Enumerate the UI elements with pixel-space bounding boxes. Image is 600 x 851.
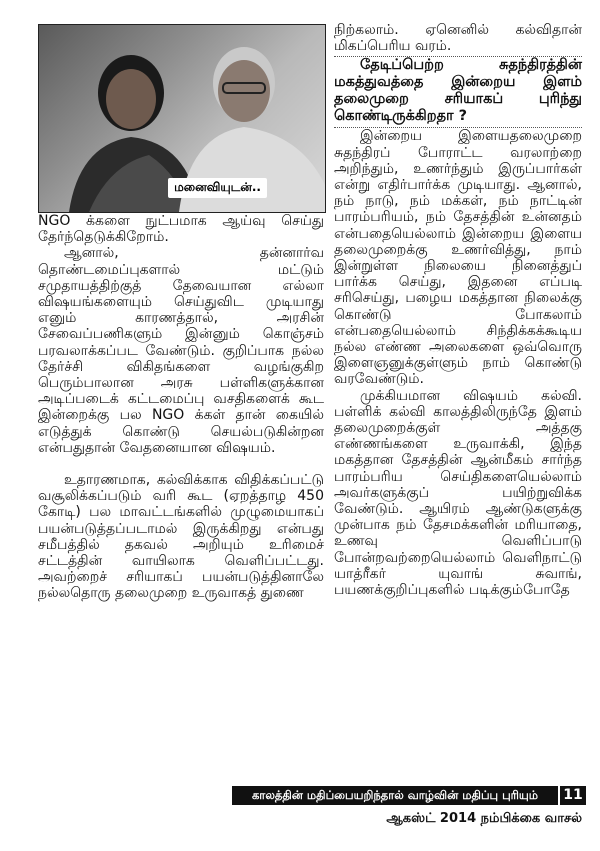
left-paragraph-3: உதாரணமாக, கல்விக்காக விதிக்கப்பட்டு வசூலிக்கப்படும் வரி கூட (ஏறத்தாழ 450 கோடி) பல மாவட்டங்களில் முழுமையாகப் பயன்படுத்தப்படாமல் இருக்கிறது என்பது சமீபத்தில் தகவல் அறியும் உரிமைச் சட்டத்தின் வாயிலாக வெளிப்பட்டது. அவற்றைச் சரியாகப் பயன்படுத்தினாலே நல்லதொரு தலைமுறை உருவாகத் துணை	[38, 472, 324, 602]
footer-tagline: காலத்தின் மதிப்பையறிந்தால் வாழ்வின் மதிப்பு புரியும்	[232, 786, 558, 805]
couple-photo	[38, 24, 326, 213]
right-paragraph-1: இன்றைய இளையதலைமுறை சுதந்திரப் போராட்ட வரலாற்றை அறிந்தும், உணர்ந்தும் இருப்பார்கள் என்று எதிர்பார்க்க முடியாது. ஆனால், நம் நாடு, நம் மக்கள், நம் நாட்டின் பாரம்பரியம், நம் தேசத்தின் உன்னதம் என்பதையெல்லாம் இன்றைய இளைய தலைமுறைக்கு உணர்வித்து, நாம் இன்றுள்ள நிலையை நினைத்துப் பார்க்க செய்து, இதனை எப்படி சரிசெய்து, பழைய மகத்தான நிலைக்கு கொண்டு போகலாம் என்பதையெல்லாம் சிந்திக்கக்கூடிய நல்ல எண்ண அலைகளை ஒவ்வொரு இளைஞனுக்குள்ளும் நாம் கொண்டு வரவேண்டும்.	[334, 128, 582, 388]
photo-caption: மனைவியுடன்..	[168, 178, 267, 198]
right-lead-text: நிற்கலாம். ஏனெனில் கல்விதான் மிகப்பெரிய வரம்.	[334, 22, 582, 55]
section-headline: தேடிப்பெற்ற சுதந்திரத்தின் மகத்துவத்தை இன்றைய இளம் தலைமுறை சரியாகப் புரிந்து கொண்டிருக்கிறதா ?	[334, 57, 582, 125]
left-column	[38, 213, 324, 602]
issue-line: ஆகஸ்ட் 2014 நம்பிக்கை வாசல்	[386, 811, 582, 826]
right-paragraph-2: முக்கியமான விஷயம் கல்வி. பள்ளிக் கல்வி காலத்திலிருந்தே இளம் தலைமுறைக்குள் அத்தகு எண்ணங்களை உருவாக்கி, இந்த மகத்தான தேசத்தின் ஆன்மீகம் சார்ந்த பாரம்பரிய செய்திகளையெல்லாம் அவர்களுக்குப் பயிற்றுவிக்க வேண்டும். ஆயிரம் ஆண்டுகளுக்கு முன்பாக நம் தேசமக்களின் மரியாதை, உணவு வெளிப்பாடு போன்றவற்றையெல்லாம் வெளிநாட்டு யாத்ரீகர் யுவாங் சுவாங், பயணக்குறிப்புகளில் படிக்கும்போதே	[334, 387, 582, 599]
left-paragraph-2: ஆனால், தன்னார்வ தொண்டமைப்புகளால் மட்டும் சமுதாயத்திற்குத் தேவையான எல்லா விஷயங்களையும் செய்துவிட முடியாது எனும் காரணத்தால், அரசின் சேவைப்பணிகளும் இன்னும் கொஞ்சம் பரவலாக்கப்பட வேண்டும். குறிப்பாக நல்ல தேர்ச்சி விகிதங்களை வழங்குகிற பெரும்பாலான அரசு பள்ளிகளுக்கான அடிப்படைக் கட்டமைப்பு வசதிகளைக் கூட இன்றைக்கு பல NGO க்கள் தான் கையில் எடுத்துக் கொண்டு செயல்படுகின்றன என்பதுதான் வேதனையான விஷயம்.	[38, 245, 324, 456]
page-number: 11	[558, 786, 586, 805]
right-column	[334, 22, 582, 598]
left-paragraph-1: NGO க்களை நுட்பமாக ஆய்வு செய்து தேர்ந்தெடுக்கிறோம்.	[38, 213, 324, 246]
